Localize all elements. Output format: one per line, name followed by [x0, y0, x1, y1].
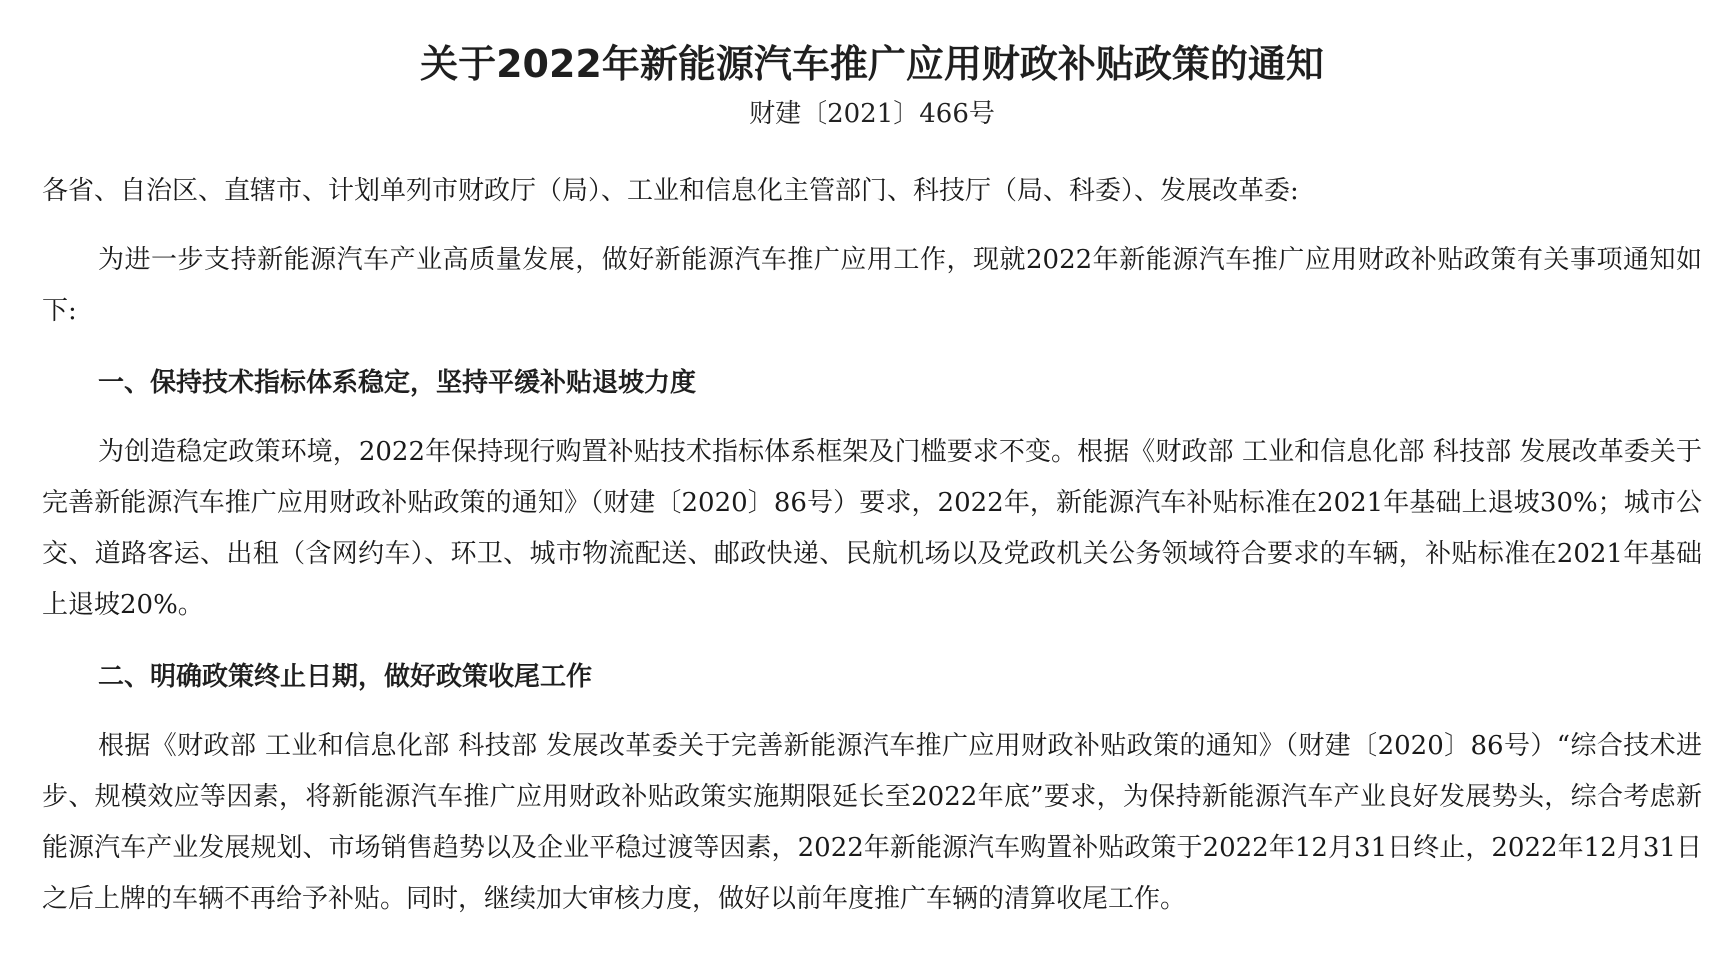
document	[42, 38, 1702, 925]
addressee: 各省、自治区、直辖市、计划单列市财政厅（局）、工业和信息化主管部门、科技厅（局、科委）、发展改革委:	[42, 176, 1299, 206]
section-body-2: 根据《财政部 工业和信息化部 科技部 发展改革委关于完善新能源汽车推广应用财政补贴政策的通知》（财建〔2020〕86号）“综合技术进步、规模效应等因素，将新能源汽车推广应用财政补贴政策实施期限延长至2022年底”要求，为保持新能源汽车产业良好发展势头，综合考虑新能源汽车产业发展规划、市场销售趋势以及企业平稳过渡等因素，2022年新能源汽车购置补贴政策于2022年12月31日终止，2022年12月31日之后上牌的车辆不再给予补贴。同时，继续加大审核力度，做好以前年度推广车辆的清算收尾工作。	[42, 731, 1702, 914]
section-heading-2: 二、明确政策终止日期，做好政策收尾工作	[98, 662, 593, 692]
document-title: 关于2022年新能源汽车推广应用财政补贴政策的通知	[420, 42, 1324, 86]
document-number: 财建〔2021〕466号	[749, 99, 995, 129]
intro-paragraph: 为进一步支持新能源汽车产业高质量发展，做好新能源汽车推广应用工作，现就2022年新能源汽车推广应用财政补贴政策有关事项通知如下:	[42, 245, 1702, 326]
section-body-1: 为创造稳定政策环境，2022年保持现行购置补贴技术指标体系框架及门槛要求不变。根据《财政部 工业和信息化部 科技部 发展改革委关于完善新能源汽车推广应用财政补贴政策的通知》（财建〔2020〕86号）要求，2022年，新能源汽车补贴标准在2021年基础上退坡30%；城市公交、道路客运、出租（含网约车）、环卫、城市物流配送、邮政快递、民航机场以及党政机关公务领域符合要求的车辆，补贴标准在2021年基础上退坡20%。	[42, 437, 1702, 620]
section-heading-1: 一、保持技术指标体系稳定，坚持平缓补贴退坡力度	[98, 368, 697, 398]
